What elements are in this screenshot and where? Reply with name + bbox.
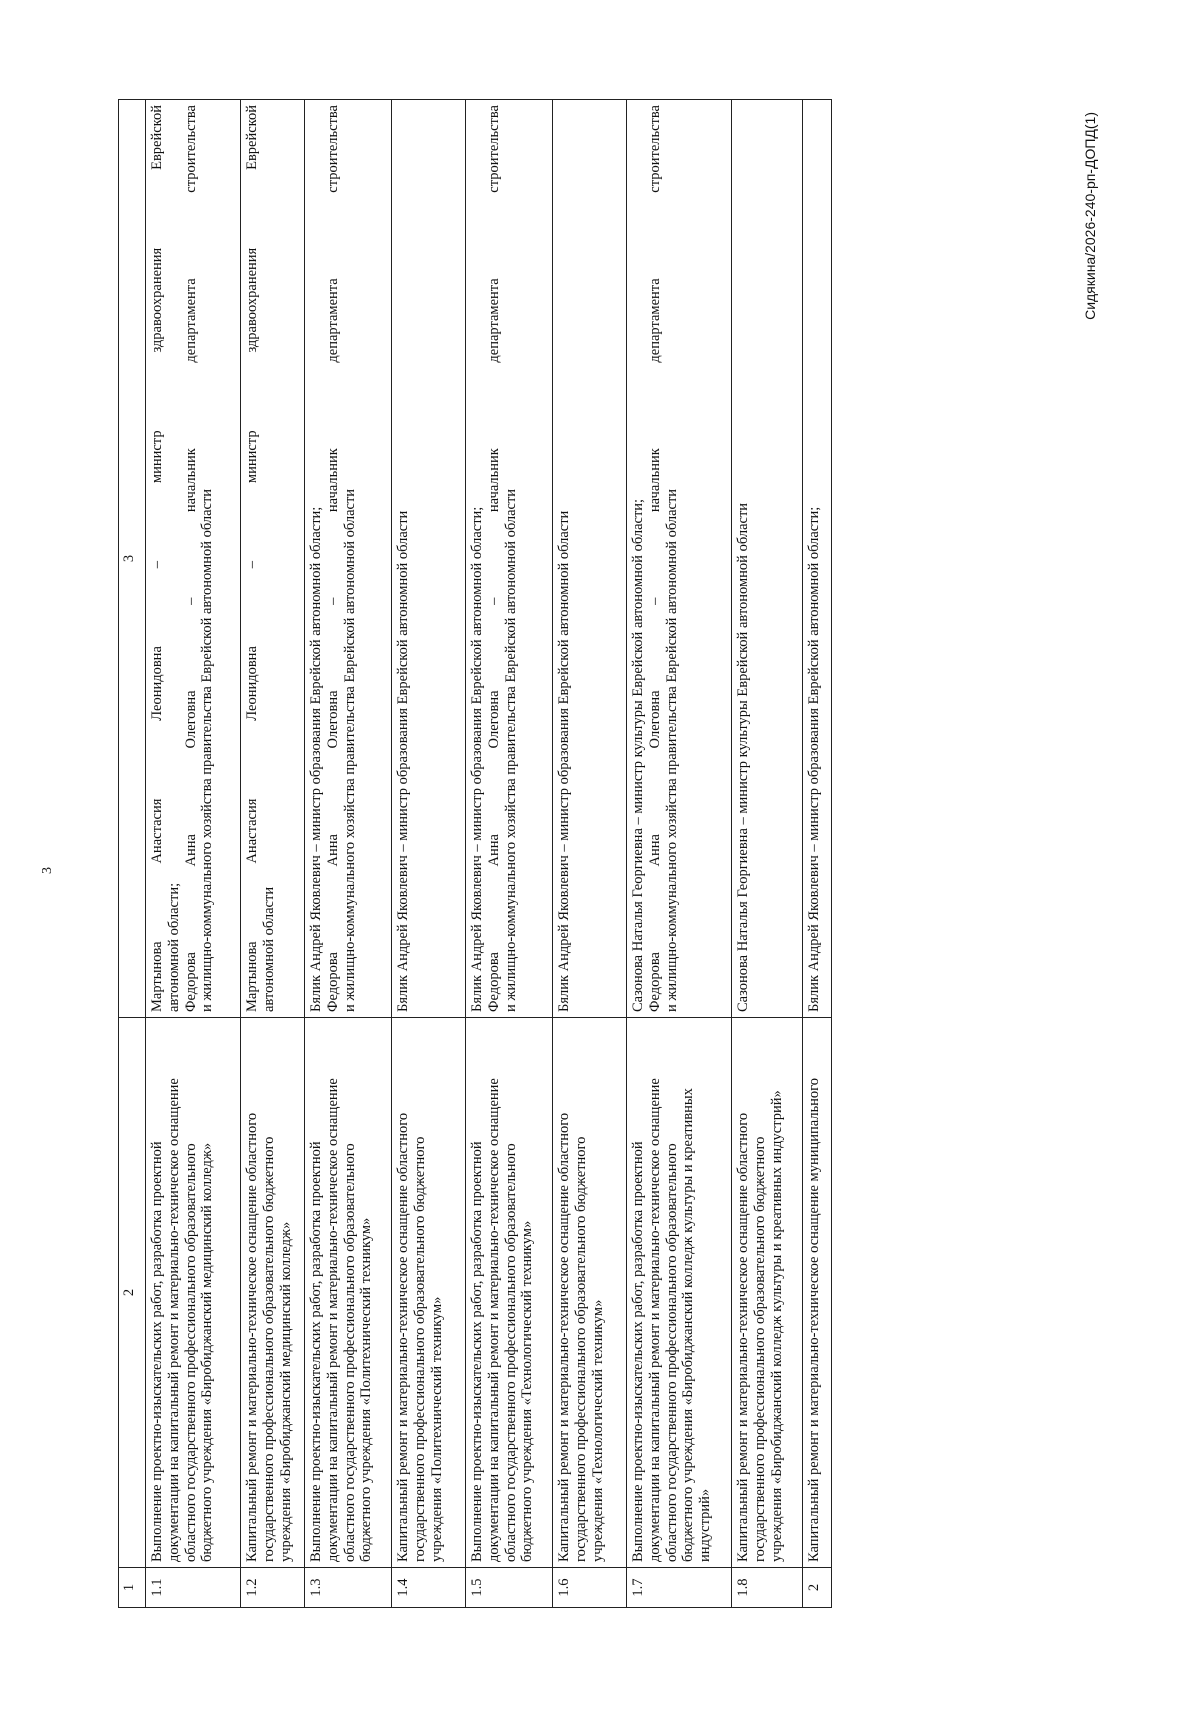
description-line: областного государственного профессионального образовательного <box>182 1143 199 1562</box>
description-line: Капитальный ремонт и материально-техническое оснащение областного <box>244 1112 260 1562</box>
table-row <box>146 100 241 1608</box>
responsible-line: и жилищно-коммунального хозяйства правительства Еврейской автономной области <box>341 488 358 1012</box>
row-number: 1.3 <box>305 1568 392 1608</box>
description-line: Выполнение проектно-изыскательских работ, разработка проектной <box>469 1141 485 1562</box>
responsible-line: автономной области <box>260 886 277 1012</box>
description-line: бюджетного учреждения «Политехнический техникум» <box>358 1217 375 1562</box>
responsible-line: Бялик Андрей Яковлевич – министр образования Еврейской автономной области; <box>308 506 324 1012</box>
header-col-1: 1 <box>119 1568 146 1608</box>
responsible-line: Бялик Андрей Яковлевич – министр образования Еврейской автономной области <box>556 510 572 1012</box>
description-line: документации на капитальный ремонт и материально-техническое оснащение <box>646 1078 663 1562</box>
responsibility-table <box>118 99 832 1608</box>
row-number: 1.2 <box>241 1568 305 1608</box>
description-line: документации на капитальный ремонт и материально-техническое оснащение <box>324 1078 341 1562</box>
measure-description <box>553 1018 627 1568</box>
table-row <box>305 100 392 1608</box>
description-line: документации на капитальный ремонт и материально-техническое оснащение <box>485 1078 502 1562</box>
description-line: индустрий» <box>697 1488 714 1562</box>
description-line: областного государственного профессионального образовательного <box>502 1143 519 1562</box>
description-line: Выполнение проектно-изыскательских работ, разработка проектной <box>630 1141 646 1562</box>
measure-description <box>146 1018 241 1568</box>
header-col-2: 2 <box>119 1018 146 1568</box>
description-line: Капитальный ремонт и материально-техническое оснащение муниципального <box>806 1077 822 1562</box>
description-line: бюджетного учреждения «Технологический техникум» <box>519 1220 536 1562</box>
table-row <box>803 100 832 1608</box>
description-line: областного государственного профессионального образовательного <box>341 1143 358 1562</box>
description-line: государственного профессионального образовательного бюджетного <box>751 1136 768 1562</box>
responsible-line: Федорова Анна Олеговна – начальник департамента строительства <box>485 105 502 1012</box>
description-line: бюджетного учреждения «Биробиджанский медицинский колледж» <box>199 1142 216 1562</box>
description-line: учреждения «Технологический техникум» <box>589 1299 606 1562</box>
description-line: областного государственного профессионального образовательного <box>663 1143 680 1562</box>
description-line: документации на капитальный ремонт и материально-техническое оснащение <box>165 1078 182 1562</box>
row-number: 1.8 <box>732 1568 803 1608</box>
description-line: государственного профессионального образовательного бюджетного <box>260 1136 277 1562</box>
responsible-line: Сазонова Наталья Георгиевна – министр культуры Еврейской автономной области <box>735 502 751 1012</box>
responsible-persons <box>732 100 803 1018</box>
measure-description <box>241 1018 305 1568</box>
responsible-persons <box>241 100 305 1018</box>
responsible-line: Мартынова Анастасия Леонидовна – министр здравоохранения Еврейской <box>244 105 260 1012</box>
table-row <box>553 100 627 1608</box>
row-number: 1.1 <box>146 1568 241 1608</box>
measure-description <box>392 1018 466 1568</box>
description-line: Выполнение проектно-изыскательских работ, разработка проектной <box>149 1141 165 1562</box>
row-number: 1.4 <box>392 1568 466 1608</box>
description-line: государственного профессионального образовательного бюджетного <box>572 1136 589 1562</box>
responsible-line: Федорова Анна Олеговна – начальник департамента строительства <box>324 105 341 1012</box>
responsible-line: Бялик Андрей Яковлевич – министр образования Еврейской автономной области; <box>806 506 822 1012</box>
responsible-line: Федорова Анна Олеговна – начальник департамента строительства <box>646 105 663 1012</box>
measure-description <box>803 1018 832 1568</box>
description-line: учреждения «Биробиджанский медицинский колледж» <box>277 1221 294 1562</box>
measure-description <box>466 1018 553 1568</box>
responsible-line: автономной области; <box>165 882 182 1012</box>
description-line: Капитальный ремонт и материально-техническое оснащение областного <box>735 1112 751 1562</box>
responsible-line: и жилищно-коммунального хозяйства правительства Еврейской автономной области <box>663 488 680 1012</box>
description-line: учреждения «Биробиджанский колледж культуры и креативных индустрий» <box>768 1090 785 1562</box>
measure-description <box>732 1018 803 1568</box>
header-col-3: 3 <box>119 100 146 1018</box>
table-row <box>627 100 732 1608</box>
responsible-persons <box>553 100 627 1018</box>
responsible-persons <box>146 100 241 1018</box>
table-row <box>241 100 305 1608</box>
description-line: государственного профессионального образовательного бюджетного <box>411 1136 428 1562</box>
table-row <box>392 100 466 1608</box>
measure-description <box>627 1018 732 1568</box>
row-number: 1.5 <box>466 1568 553 1608</box>
responsible-line: Мартынова Анастасия Леонидовна – министр здравоохранения Еврейской <box>149 105 165 1012</box>
responsible-line: Бялик Андрей Яковлевич – министр образования Еврейской автономной области <box>395 510 411 1012</box>
measure-description <box>305 1018 392 1568</box>
responsible-line: Сазонова Наталья Георгиевна – министр культуры Еврейской автономной области; <box>630 498 646 1012</box>
responsible-line: и жилищно-коммунального хозяйства правительства Еврейской автономной области <box>502 488 519 1012</box>
responsible-persons <box>305 100 392 1018</box>
table-header-row <box>119 100 146 1608</box>
document-code: Сидякина/2026-240-рп-ДОПД(1) <box>1082 112 1098 320</box>
description-line: учреждения «Политехнический техникум» <box>428 1296 445 1562</box>
description-line: Капитальный ремонт и материально-техническое оснащение областного <box>556 1112 572 1562</box>
row-number: 1.6 <box>553 1568 627 1608</box>
page-number: 3 <box>40 867 55 874</box>
responsible-persons <box>627 100 732 1018</box>
description-line: Выполнение проектно-изыскательских работ, разработка проектной <box>308 1141 324 1562</box>
responsible-line: Федорова Анна Олеговна – начальник департамента строительства <box>182 105 199 1012</box>
responsible-persons <box>392 100 466 1018</box>
responsible-line: и жилищно-коммунального хозяйства правительства Еврейской автономной области <box>199 488 216 1012</box>
responsible-line: Бялик Андрей Яковлевич – министр образования Еврейской автономной области; <box>469 506 485 1012</box>
description-line: Капитальный ремонт и материально-техническое оснащение областного <box>395 1112 411 1562</box>
table-row <box>732 100 803 1608</box>
table-row <box>466 100 553 1608</box>
responsible-persons <box>803 100 832 1018</box>
description-line: бюджетного учреждения «Биробиджанский колледж культуры и креативных <box>680 1088 697 1562</box>
row-number: 1.7 <box>627 1568 732 1608</box>
row-number: 2 <box>803 1568 832 1608</box>
responsible-persons <box>466 100 553 1018</box>
